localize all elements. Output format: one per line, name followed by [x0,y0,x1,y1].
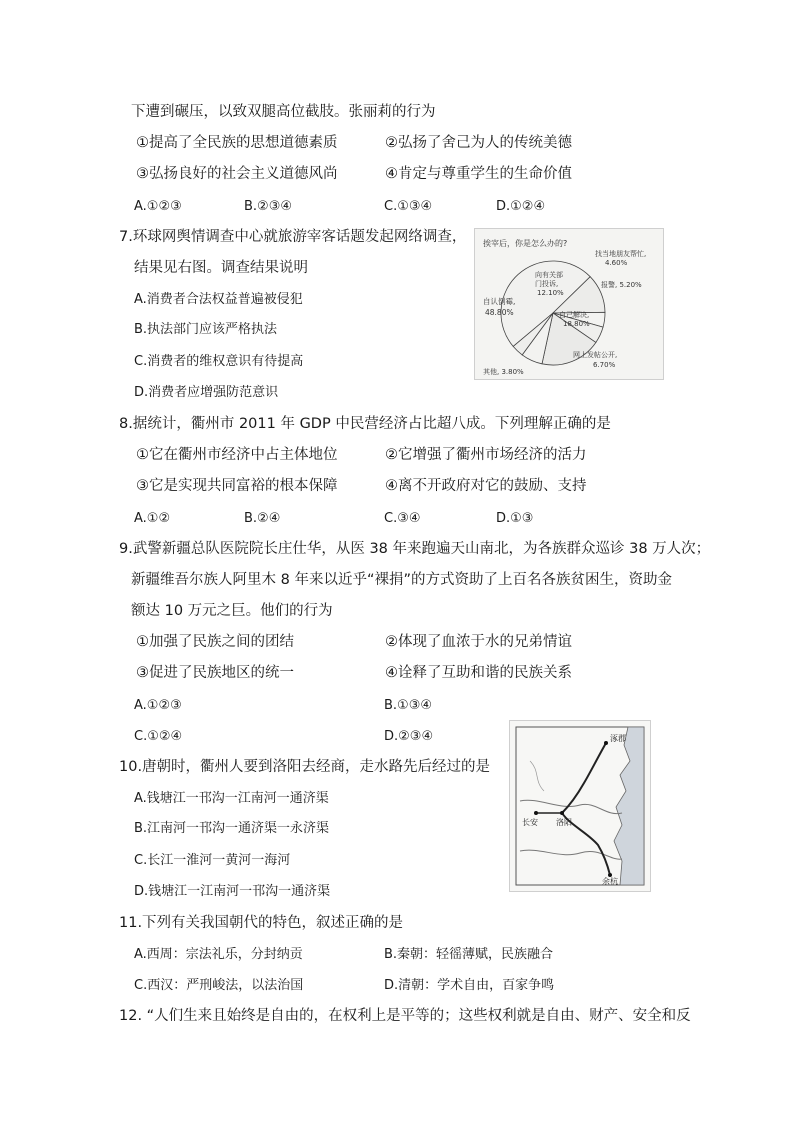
pie-label-complaint-value: 12.10% [537,289,564,297]
q6-statement-4: ④肯定与尊重学生的生命价值 [385,166,572,182]
q6-option-a: A.①②③ [134,199,182,214]
q11-stem: 11.下列有关我国朝代的特色，叙述正确的是 [119,915,404,931]
q8-statement-2: ②它增强了衢州市场经济的活力 [385,447,587,463]
q9-stem-line-2: 新疆维吾尔族人阿里木 8 年来以近乎“裸捐”的方式资助了上百名各族贫困生，资助金 [131,572,672,588]
pie-label-self-value: 18.80% [563,320,590,328]
q9-statement-3: ③促进了民族地区的统一 [136,665,294,681]
q6-stem-continuation: 下遭到碾压，以致双腿高位截肢。张丽莉的行为 [131,104,436,120]
q7-option-c: C.消费者的维权意识有待提高 [134,354,304,369]
q6-statement-1: ①提高了全民族的思想道德素质 [136,135,338,151]
q6-option-d: D.①②④ [496,199,546,214]
pie-label-friend-1: 找当地朋友帮忙, [595,250,647,258]
q6-statement-2: ②弘扬了舍己为人的传统美德 [385,135,572,151]
pie-label-complaint-2: 门投诉, [535,280,559,288]
pie-question-label: 挨宰后，你是怎么办的? [483,239,568,248]
q10-option-a: A.钱塘江一邗沟一江南河一通济渠 [134,791,329,806]
q10-option-c: C.长江一淮河一黄河一海河 [134,853,291,868]
q9-statement-1: ①加强了民族之间的团结 [136,634,294,650]
zhuojun-marker [604,741,608,745]
map-label-changan: 长安 [522,818,538,827]
q9-option-c: C.①②④ [134,729,183,744]
q7-option-b: B.执法部门应该严格执法 [134,322,278,337]
q9-statement-2: ②体现了血浓于水的兄弟情谊 [385,634,572,650]
q7-stem-line-1: 7.环球网舆情调查中心就旅游宰客话题发起网络调查， [119,229,467,245]
q8-statement-3: ③它是实现共同富裕的根本保障 [136,478,338,494]
pie-label-online-value: 6.70% [593,361,616,369]
q10-option-b: B.江南河一邗沟一通济渠一永济渠 [134,821,330,836]
pie-label-friend-value: 4.60% [605,259,628,267]
yangtze-river [520,850,622,859]
pie-label-other: 其他, 3.80% [483,368,524,376]
pie-label-online-1: 网上发帖公开, [573,351,618,359]
canal-map-figure [509,720,651,892]
q8-option-c: C.③④ [384,511,421,526]
pie-chart-figure [474,228,664,380]
luoyang-marker [560,811,564,815]
pie-label-bad-luck-value: 48.80% [485,308,514,317]
q11-option-b: B.秦朝：轻徭薄赋，民族融合 [384,947,554,962]
map-label-yuhang: 余杭 [602,877,618,886]
map-label-luoyang: 洛阳 [556,818,572,827]
q9-stem-line-3: 额达 10 万元之巨。他们的行为 [131,603,333,619]
sea-area [614,727,644,885]
q9-option-a: A.①②③ [134,698,182,713]
q11-option-d: D.清朝：学术自由，百家争鸣 [384,978,555,993]
q8-stem: 8.据统计，衢州市 2011 年 GDP 中民营经济占比超八成。下列理解正确的是 [119,416,611,432]
q6-option-c: C.①③④ [384,199,433,214]
q8-statement-4: ④离不开政府对它的鼓励、支持 [385,478,587,494]
pie-chart [475,229,663,379]
pie-label-police: 报警, 5.20% [601,281,642,289]
minor-river [530,761,544,791]
pie-label-complaint-1: 向有关部 [535,271,563,279]
q11-option-c: C.西汉：严刑峻法，以法治国 [134,978,304,993]
q10-option-d: D.钱塘江一江南河一邗沟一通济渠 [134,884,331,899]
q7-option-a: A.消费者合法权益普遍被侵犯 [134,292,303,307]
q8-option-a: A.①② [134,511,171,526]
pie-label-bad-luck-1: 自认倒霉, [483,297,516,306]
map-label-zhuojun: 涿郡 [610,734,626,743]
q7-option-d: D.消费者应增强防范意识 [134,385,279,400]
changan-marker [534,811,538,815]
q7-stem-line-2: 结果见右图。调查结果说明 [134,260,308,276]
q6-statement-3: ③弘扬良好的社会主义道德风尚 [136,166,338,182]
q8-option-b: B.②④ [244,511,281,526]
pie-label-self-1: 自己解决, [559,311,590,319]
q6-option-b: B.②③④ [244,199,293,214]
q12-stem: 12. “人们生来且始终是自由的，在权利上是平等的；这些权利就是自由、财产、安全和反 [119,1008,691,1024]
grand-canal-line [562,743,610,875]
q10-stem: 10.唐朝时，衢州人要到洛阳去经商，走水路先后经过的是 [119,759,491,775]
q11-option-a: A.西周：宗法礼乐，分封纳贡 [134,947,303,962]
q9-statement-4: ④诠释了互助和谐的民族关系 [385,665,572,681]
q9-option-b: B.①③④ [384,698,433,713]
q8-option-d: D.①③ [496,511,534,526]
q9-option-d: D.②③④ [384,729,434,744]
canal-map [510,721,650,891]
q9-stem-line-1: 9.武警新疆总队医院院长庄仕华，从医 38 年来跑遍天山南北，为各族群众巡诊 38 万人次； [119,541,711,557]
q8-statement-1: ①它在衢州市经济中占主体地位 [136,447,338,463]
